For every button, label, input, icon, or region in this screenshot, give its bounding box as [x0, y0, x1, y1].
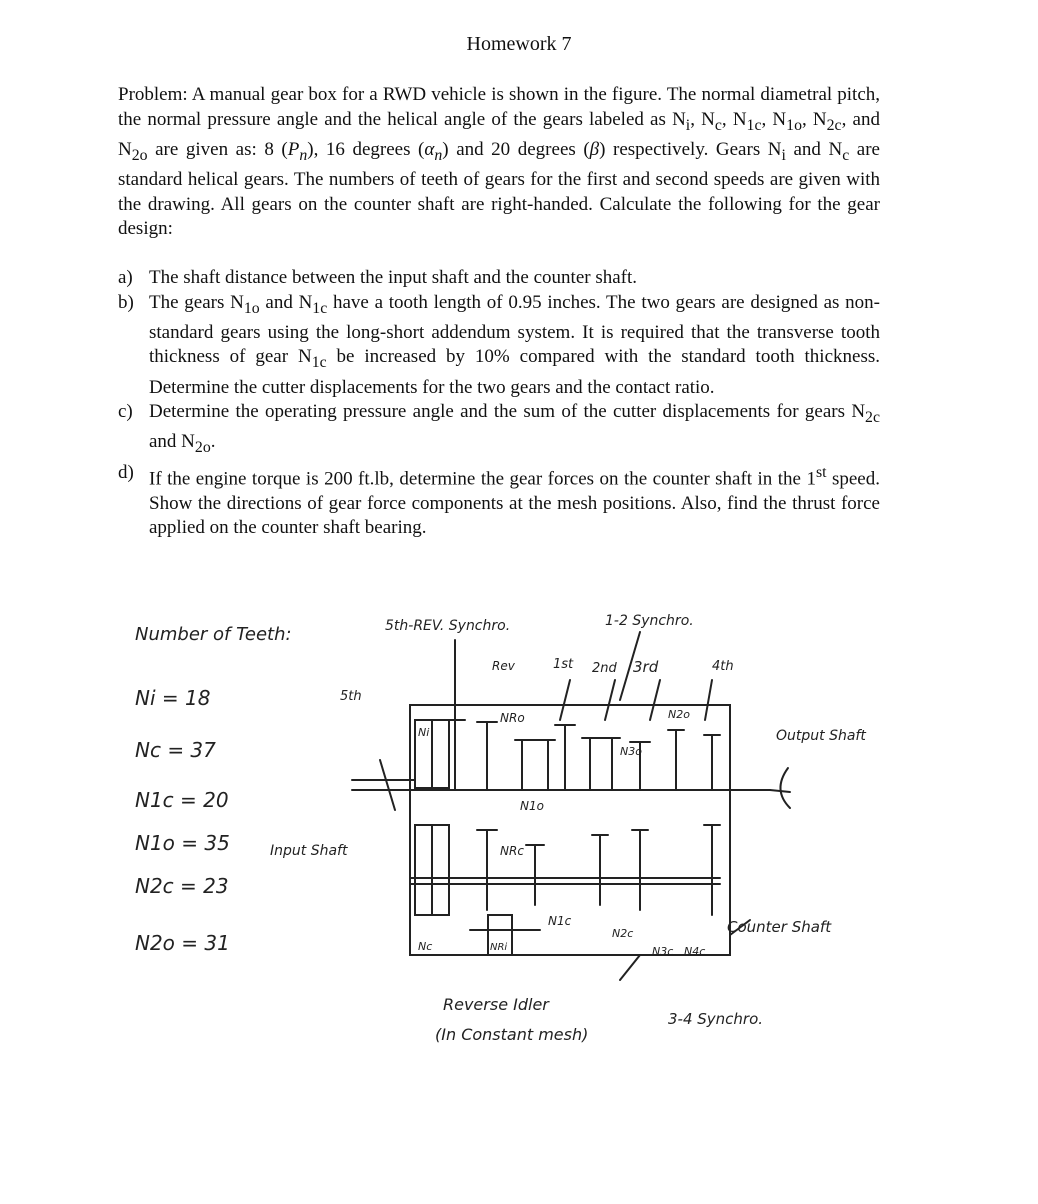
pointer-2nd — [605, 680, 615, 720]
gear-label-n4c: N4c — [684, 945, 706, 958]
label-3-4-synchro: 3-4 Synchro. — [668, 1010, 764, 1028]
label-output-shaft: Output Shaft — [776, 728, 866, 744]
subscript: c — [842, 146, 850, 164]
problem-text: , N — [761, 108, 787, 130]
subscript: 1c — [311, 354, 327, 372]
gear-label-nrc: NRc — [500, 844, 524, 858]
superscript: st — [815, 463, 827, 481]
question-text: Determine the operating pressure angle and the sum of the cutter displacements for gears N — [149, 401, 866, 423]
label-2nd: 2nd — [592, 661, 617, 676]
gear-label-n2c: N2c — [612, 927, 634, 940]
question-text: speed. Show the directions of gear force components at the mesh positions. Also, find the thrust force applied on the counter shaft bearing. — [149, 468, 880, 539]
subscript: i — [685, 116, 691, 134]
pointer-1st — [560, 680, 570, 720]
gear-label-n2o: N2o — [668, 708, 690, 721]
subscript: 1o — [786, 116, 802, 134]
subscript: 2o — [194, 439, 211, 457]
question-label: c) — [118, 401, 133, 423]
gear-label-n1c: N1c — [548, 914, 572, 928]
subscript: 1c — [312, 299, 328, 317]
problem-text: , and N — [118, 108, 880, 160]
subscript: n — [299, 146, 308, 164]
problem-text: , N — [801, 108, 827, 130]
gear-label-nro: NRo — [500, 711, 525, 725]
teeth-n1c: N1c = 20 — [135, 788, 229, 812]
pointer-4th — [705, 680, 712, 720]
problem-text: , N — [721, 108, 747, 130]
label-counter-shaft: Counter Shaft — [727, 918, 832, 936]
page-title: Homework 7 — [466, 33, 572, 55]
question-text: The gears N — [149, 291, 244, 313]
label-3rd: 3rd — [633, 658, 659, 676]
question-label: a) — [118, 267, 133, 288]
problem-text: A manual gear box for a RWD vehicle is shown in the figure. The normal diametral pitch, the normal pressure angle and the helical angle of the gears labeled as N — [118, 84, 881, 130]
problem-text: are given as: 8 ( — [147, 138, 288, 160]
label-rev: Rev — [492, 659, 515, 673]
subscript: n — [434, 146, 443, 164]
symbol-alpha: α — [424, 138, 435, 160]
label-1-2-synchro: 1-2 Synchro. — [605, 613, 694, 629]
subscript: 1c — [746, 116, 762, 134]
problem-text: ) respectively. Gears N — [599, 138, 782, 160]
label-5th-rev-synchro: 5th-REV. Synchro. — [385, 618, 511, 634]
gear-label-n1o: N1o — [520, 799, 544, 813]
gear-label-ni: Ni — [418, 726, 430, 739]
subscript: 2o — [131, 146, 148, 164]
problem-text: , N — [690, 108, 715, 130]
label-reverse-idler: Reverse Idler — [443, 995, 549, 1014]
teeth-n2c: N2c = 23 — [135, 874, 229, 898]
output-shaft-curve — [780, 768, 790, 808]
gear-label-nri: NRi — [490, 942, 508, 953]
problem-label: Problem: — [118, 84, 188, 105]
problem-text: ) and 20 degrees ( — [442, 138, 590, 160]
question-label: d) — [118, 461, 134, 483]
label-1st: 1st — [553, 657, 574, 672]
label-5th: 5th — [340, 689, 362, 704]
label-4th: 4th — [712, 659, 734, 674]
subscript: c — [714, 116, 722, 134]
question-text: . — [210, 431, 216, 453]
gear-label-n3c: N3c — [652, 945, 674, 958]
subscript: i — [781, 146, 786, 164]
teeth-heading: Number of Teeth: — [135, 624, 292, 645]
question-text: The shaft distance between the input shaft and the counter shaft. — [149, 267, 638, 288]
problem-text: ), 16 degrees ( — [307, 138, 425, 160]
subscript: 1o — [243, 299, 260, 317]
teeth-n1o: N1o = 35 — [135, 831, 230, 855]
pointer-idler — [620, 955, 640, 980]
gear-label-n3o: N3o — [620, 745, 642, 758]
pointer-3rd — [650, 680, 660, 720]
gear-label-nc: Nc — [418, 940, 433, 953]
label-constant-mesh: (In Constant mesh) — [435, 1025, 589, 1044]
teeth-ni: Ni = 18 — [135, 686, 211, 710]
question-text: be increased by 10% compared with the standard tooth thickness. Determine the cutter displacements for the two gears and the contact ratio. — [149, 346, 880, 398]
question-text: If the engine torque is 200 ft.lb, determine the gear forces on the counter shaft in the 1 — [149, 468, 816, 490]
symbol-pn: P — [287, 138, 300, 160]
problem-text: and N — [785, 138, 843, 160]
teeth-n2o: N2o = 31 — [135, 931, 230, 955]
subscript: 2c — [865, 408, 880, 426]
problem-text: are standard helical gears. The numbers of teeth of gears for the first and second speeds are given with the drawing. All gears on the counter shaft are right-handed. Calculate the following for the gear design: — [118, 138, 880, 240]
question-text: have a tooth length of 0.95 inches. The two gears are designed as non-standard gears using the long-short addendum system. It is required that the transverse tooth thickness of gear N — [149, 291, 880, 368]
question-label: b) — [118, 291, 134, 313]
subscript: 2c — [826, 116, 842, 134]
input-shaft-hatch — [380, 760, 395, 810]
question-text: and N — [259, 291, 313, 313]
symbol-beta: β — [589, 138, 600, 160]
question-text: and N — [149, 431, 195, 453]
label-input-shaft: Input Shaft — [270, 843, 348, 859]
teeth-nc: Nc = 37 — [135, 738, 216, 762]
